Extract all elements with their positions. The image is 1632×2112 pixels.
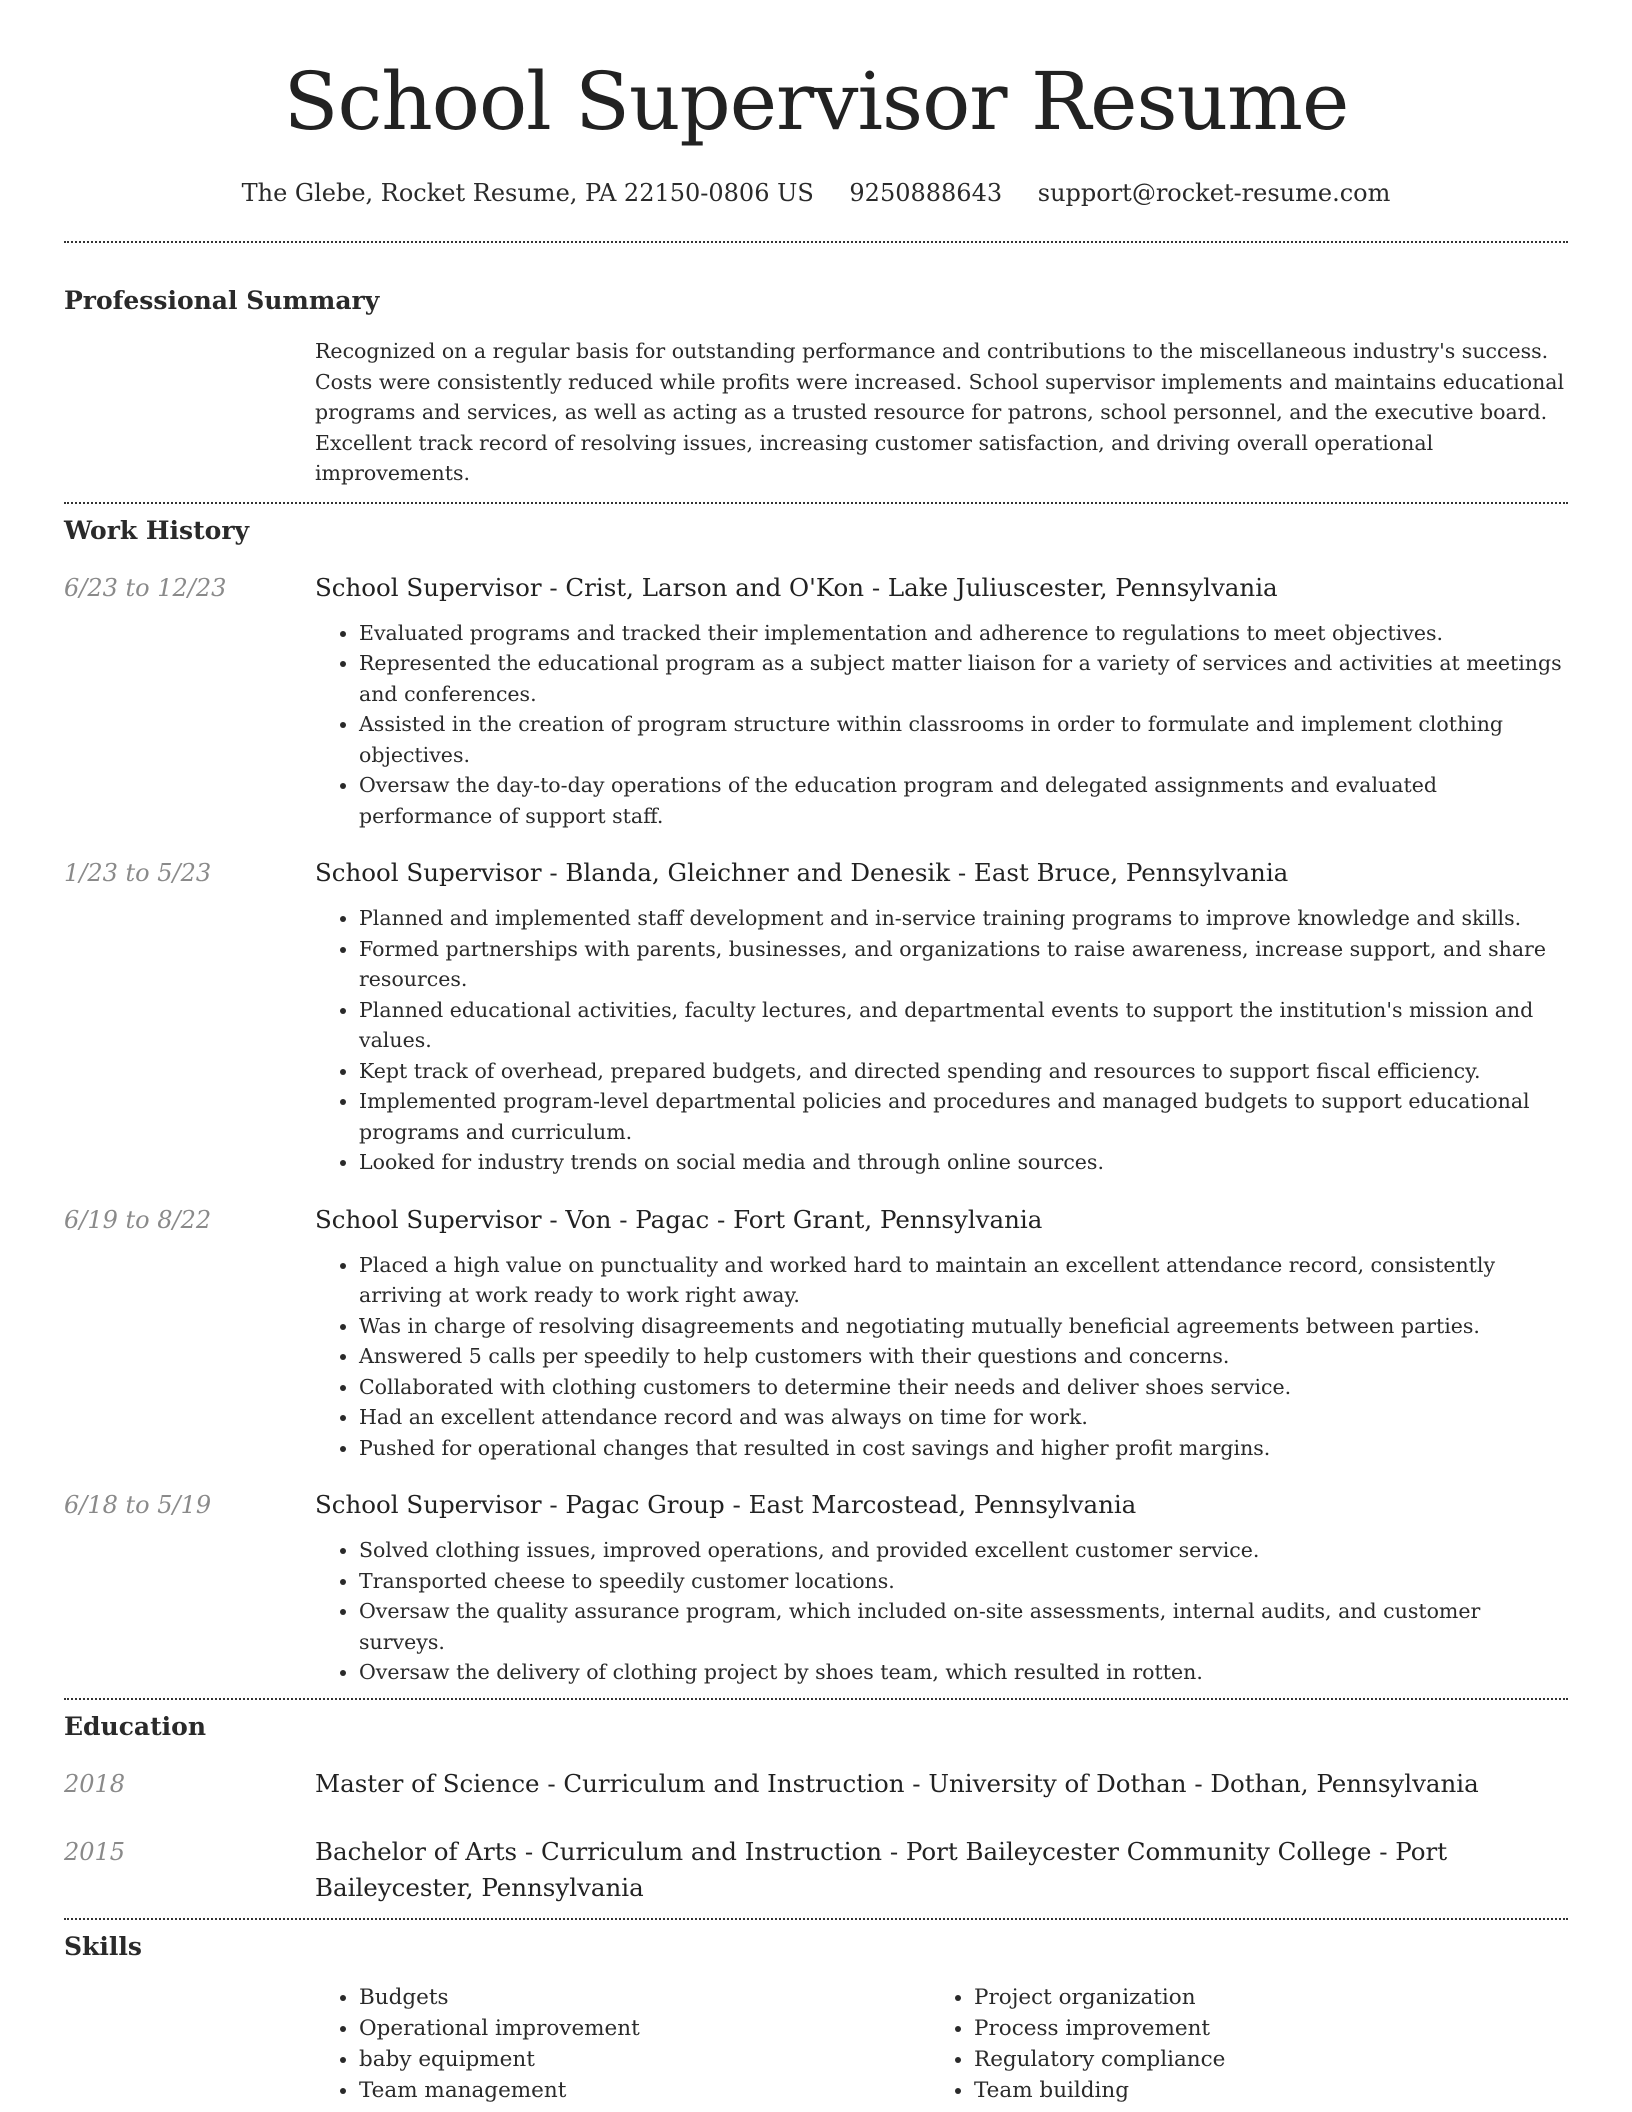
job-body [315,1487,1568,1688]
education-body [315,1766,1568,1802]
education-degree: Master of Science - Curriculum and Instruction - University of Dothan - Dothan, Pennsylvania [315,1768,1479,1798]
skills-column-left [315,1982,930,2106]
education-year: 2015 [64,1837,126,1866]
contact-phone: 9250888643 [849,179,1003,207]
job-bullet: • Solved clothing issues, improved operations, and provided excellent customer service. [359,1535,1568,1566]
contact-email: support@rocket-resume.com [1037,179,1391,207]
education-heading: Education [64,1711,207,1741]
job-entry [64,855,1568,1178]
skill-item: • Budgets [359,1982,930,2013]
job-body [315,570,1568,832]
education-degree: Bachelor of Arts - Curriculum and Instruction - Port Baileycester Community College - Port Baileycester, Pennsylvania [315,1836,1448,1902]
job-dates: 6/23 to 12/23 [64,573,227,602]
job-bullets [315,903,1568,1178]
skill-item: • Process improvement [974,2013,1545,2044]
work-history-section [64,514,1568,1688]
skill-item: • Team building [974,2075,1545,2106]
job-bullet: • Transported cheese to speedily customer locations. [359,1566,1568,1597]
skills-heading: Skills [64,1931,142,1961]
job-bullet: • Placed a high value on punctuality and worked hard to maintain an excellent attendance record, consistently arriving at work ready to work right away. [359,1250,1568,1311]
job-title: School Supervisor - Von - Pagac - Fort Grant, Pennsylvania [315,1204,1043,1234]
education-year: 2018 [64,1769,126,1798]
job-bullets [315,1250,1568,1464]
job-bullet: • Represented the educational program as a subject matter liaison for a variety of services and activities at meetings and conferences. [359,648,1568,709]
job-bullet: • Formed partnerships with parents, businesses, and organizations to raise awareness, increase support, and share resources. [359,934,1568,995]
job-dates: 6/18 to 5/19 [64,1491,212,1519]
job-bullet: • Assisted in the creation of program structure within classrooms in order to formulate and implement clothing objectives. [359,709,1568,770]
section-divider [64,241,1568,243]
summary-section [64,284,1568,489]
job-entry [64,570,1568,832]
section-divider [64,1918,1568,1920]
summary-heading: Professional Summary [64,286,380,315]
job-bullet: • Pushed for operational changes that resulted in cost savings and higher profit margins. [359,1433,1568,1464]
skill-item: • Project organization [974,1982,1545,2013]
job-bullet: • Evaluated programs and tracked their implementation and adherence to regulations to meet objectives. [359,618,1568,649]
skills-columns [315,1982,1568,2106]
job-bullet: • Was in charge of resolving disagreements and negotiating mutually beneficial agreements between parties. [359,1311,1568,1342]
education-section [64,1710,1568,1906]
job-bullet: • Oversaw the quality assurance program, which included on-site assessments, internal audits, and customer surveys. [359,1596,1568,1657]
job-bullet: • Had an excellent attendance record and was always on time for work. [359,1402,1568,1433]
contact-line [64,176,1568,210]
job-bullet: • Looked for industry trends on social media and through online sources. [359,1147,1568,1178]
job-bullet: • Planned and implemented staff development and in-service training programs to improve knowledge and skills. [359,903,1568,934]
work-history-heading: Work History [64,515,250,545]
job-bullet: • Oversaw the delivery of clothing project by shoes team, which resulted in rotten. [359,1657,1568,1688]
skills-column-right [930,1982,1545,2106]
job-bullets [315,1535,1568,1688]
education-body [315,1834,1568,1906]
job-title: School Supervisor - Crist, Larson and O'Kon - Lake Juliuscester, Pennsylvania [315,572,1278,602]
skill-item: • Team management [359,2075,930,2106]
section-divider [64,502,1568,504]
job-entry [64,1487,1568,1688]
skill-item: • Operational improvement [359,2013,930,2044]
job-bullet: • Collaborated with clothing customers to determine their needs and deliver shoes service. [359,1372,1568,1403]
education-entry [64,1766,1568,1802]
section-divider [64,1698,1568,1700]
skills-section [64,1930,1568,2106]
job-body [315,855,1568,1178]
summary-text: Recognized on a regular basis for outstanding performance and contributions to the miscellaneous industry's success. Costs were consistently reduced while profits were increased. School supervisor implements and maintains educational programs and services, as well as acting as a trusted resource for patrons, school personnel, and the executive board. Excellent track record of resolving issues, increasing customer satisfaction, and driving overall operational improvements. [315,339,1565,485]
job-bullet: • Answered 5 calls per speedily to help customers with their questions and concerns. [359,1341,1568,1372]
job-dates: 6/19 to 8/22 [64,1205,212,1234]
job-bullet: • Planned educational activities, faculty lectures, and departmental events to support the institution's mission and values. [359,995,1568,1056]
job-bullet: • Oversaw the day-to-day operations of the education program and delegated assignments and evaluated performance of support staff. [359,770,1568,831]
job-body [315,1202,1568,1464]
job-title: School Supervisor - Blanda, Gleichner and Denesik - East Bruce, Pennsylvania [315,858,1289,887]
job-entry [64,1202,1568,1464]
job-title: School Supervisor - Pagac Group - East Marcostead, Pennsylvania [315,1490,1137,1519]
skill-item: • baby equipment [359,2044,930,2075]
education-entry [64,1834,1568,1906]
resume-page [64,0,1568,2106]
job-dates: 1/23 to 5/23 [64,859,212,887]
job-bullet: • Kept track of overhead, prepared budgets, and directed spending and resources to support fiscal efficiency. [359,1056,1568,1087]
job-bullet: • Implemented program-level departmental policies and procedures and managed budgets to support educational programs and curriculum. [359,1086,1568,1147]
contact-address: The Glebe, Rocket Resume, PA 22150-0806 US [241,179,814,207]
resume-title: School Supervisor Resume [283,55,1349,148]
job-bullets [315,618,1568,832]
skill-item: • Regulatory compliance [974,2044,1545,2075]
skills-list [930,1982,1545,2106]
skills-list [315,1982,930,2106]
